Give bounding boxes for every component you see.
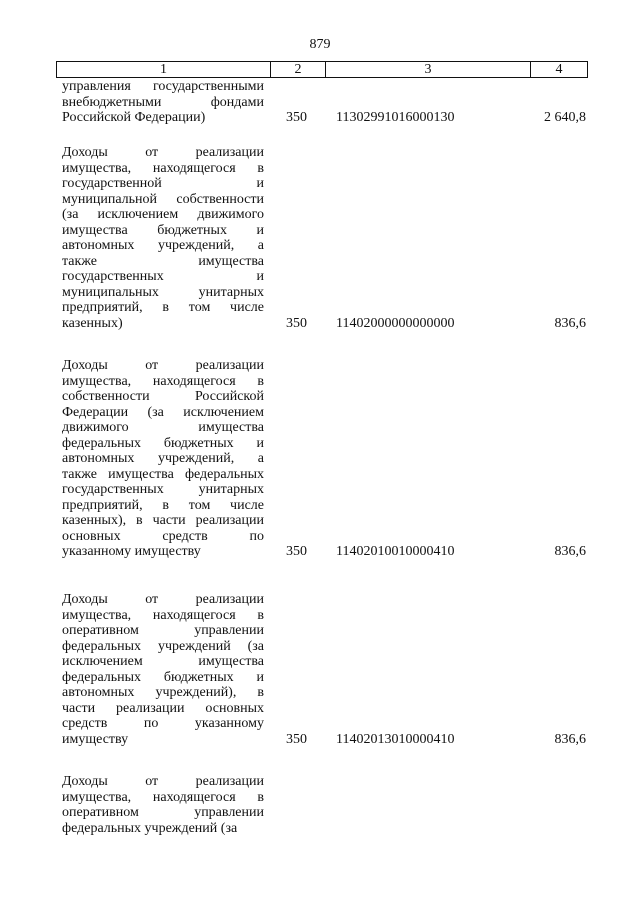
row-code: 350 <box>286 110 307 125</box>
description-line: также имущества федеральных <box>62 466 264 482</box>
description-line: федеральных бюджетных и <box>62 435 264 451</box>
description-line: федеральных учреждений (за <box>62 638 264 654</box>
description-line: Доходы от реализации <box>62 145 264 160</box>
row-description <box>62 358 264 560</box>
description-line: автономных учреждений), в <box>62 685 264 700</box>
description-line: части реализации основных <box>62 700 264 716</box>
header-col-4: 4 <box>555 62 563 77</box>
description-line: собственности Российской <box>62 389 264 404</box>
description-line: автономных учреждений, а <box>62 238 264 253</box>
description-line: Федерации (за исключением <box>62 404 264 420</box>
row-kbk-code: 11402010010000410 <box>336 544 455 559</box>
description-line: оперативном управлении <box>62 805 264 820</box>
header-col-1: 1 <box>57 62 271 77</box>
row-amount: 836,6 <box>554 315 586 331</box>
header-col-3: 3 <box>326 62 531 77</box>
description-line: имуществу <box>62 731 129 747</box>
description-line: имущества, находящегося в <box>62 160 264 176</box>
row-code: 350 <box>286 731 307 747</box>
description-line: государственной и <box>62 176 264 191</box>
description-line: федеральных учреждений (за <box>62 820 238 836</box>
table-header <box>56 61 588 78</box>
row-description <box>62 145 264 331</box>
description-line: казенных), в части реализации <box>62 513 264 528</box>
row-description <box>62 592 264 747</box>
description-line: муниципальных унитарных <box>62 284 264 300</box>
row-code: 350 <box>286 315 307 331</box>
row-kbk-code: 11402013010000410 <box>336 731 455 747</box>
row-amount: 2 640,8 <box>544 110 586 125</box>
description-line: казенных) <box>62 315 123 331</box>
description-line: Российской Федерации) <box>62 110 206 125</box>
header-col-2: 2 <box>271 62 326 77</box>
description-line: автономных учреждений, а <box>62 451 264 466</box>
description-line: имущества, находящегося в <box>62 789 264 805</box>
description-line: внебюджетными фондами <box>62 94 264 110</box>
row-amount: 836,6 <box>554 544 586 559</box>
row-code: 350 <box>286 544 307 559</box>
row-description <box>62 79 264 126</box>
description-line: государственных и <box>62 269 264 284</box>
description-line: имущества, находящегося в <box>62 373 264 389</box>
description-line: Доходы от реализации <box>62 592 264 607</box>
description-line: исключением имущества <box>62 654 264 669</box>
description-line: предприятий, в том числе <box>62 497 264 513</box>
description-line: федеральных бюджетных и <box>62 669 264 685</box>
description-line: имущества бюджетных и <box>62 222 264 238</box>
description-line: движимого имущества <box>62 420 264 435</box>
page-number: 879 <box>309 37 331 52</box>
row-kbk-code: 11302991016000130 <box>336 110 455 125</box>
description-line: (за исключением движимого <box>62 207 264 222</box>
description-line: указанному имуществу <box>62 544 201 559</box>
description-line: имущества, находящегося в <box>62 607 264 623</box>
description-line: оперативном управлении <box>62 623 264 638</box>
row-description <box>62 774 264 836</box>
description-line: также имущества <box>62 253 264 269</box>
row-kbk-code: 11402000000000000 <box>336 315 455 331</box>
description-line: Доходы от реализации <box>62 774 264 789</box>
row-amount: 836,6 <box>554 731 586 747</box>
description-line: управления государственными <box>62 79 264 94</box>
description-line: средств по указанному <box>62 716 264 731</box>
description-line: государственных унитарных <box>62 482 264 497</box>
description-line: предприятий, в том числе <box>62 300 264 315</box>
description-line: Доходы от реализации <box>62 358 264 373</box>
description-line: основных средств по <box>62 528 264 544</box>
description-line: муниципальной собственности <box>62 191 264 207</box>
